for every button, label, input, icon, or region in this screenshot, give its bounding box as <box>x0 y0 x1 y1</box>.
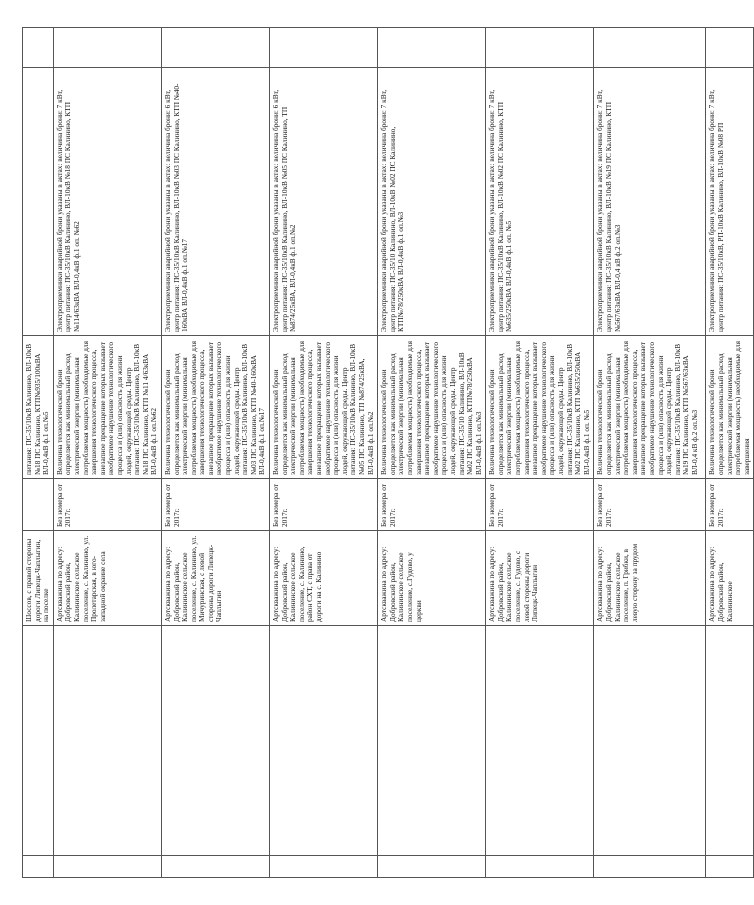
cell-address: Артскважина по адресу: Добровский район, Калининское сельское поселение, с. Калинино, ул. Мичуринская, с левой стороны дороги Липецк-Чаплыгин <box>161 531 269 626</box>
cell-address: Артскважина по адресу: Добровский район, Калининское сельское поселение, с.Гудово, у церкви <box>378 531 486 626</box>
cell-name <box>594 626 706 856</box>
cell-justification: Величина технологической брони определяется как минимальный расход электрической энергии (минимальная потребляемая мощность) необходимые для завершения технологического процесса, внезапное прекращение которых вызывает необратимое нарушение технологического процесса и (или) опасность для жизни людей, окружающей среды. Центр питания: ПС-35/10кВ Калинино, ВЛ-10кВ №02 ПС Калинино, КТП №635/250кВА ВЛ-0,4кВ ф.1 оп. №5 <box>486 336 594 479</box>
cell-number: Без номера от 2017г. <box>486 479 594 531</box>
cell-armor: Электроприемники аварийной брони указаны в актах: величина брони: 7 кВт, центр питания: ПС-35/10кВ Калинино, ВЛ-10кВ №18 ПС Калинино, КТП №114/63кВА ВЛ-0,4кВ ф.1 оп. №62 <box>53 68 161 336</box>
cell-address: Артскважина по адресу: Добровский район, Калининское сельское поселение, п. Грибки, в левую сторону за прудом <box>594 531 706 626</box>
cell-blank-left <box>270 856 378 878</box>
cell-blank-left <box>53 856 161 878</box>
cell-number: Без номера от 2017г. <box>594 479 706 531</box>
rotated-table-wrapper <box>22 28 751 878</box>
cell-blank-right <box>486 28 594 68</box>
cell-blank-right <box>161 28 269 68</box>
cell-justification: Величина технологической брони определяется как минимальный расход электрической энергии (минимальная потребляемая мощность) необходимые для завершения технологического процесса, внезапное прекращение которых вызывает необратимое нарушение технологического процесса и (или) опасность для жизни людей, окружающей среды. Центр питания: ПС-35/10кВ Калинино, ВЛ-10кВ №03 ПС Калинино, КТП №40-160кВА ВЛ-0,4кВ ф.1 оп.№17 <box>161 336 269 479</box>
cell-justification: Величина технологической брони определяется как минимальный расход электрической энергии (минимальная потребляемая мощность) необходимые для завершения <box>706 336 754 479</box>
table-row <box>270 28 378 878</box>
cell-address: Артскважина по адресу: Добровский район, Калининское сельское поселение, с. Калинино, ул. Пролетарская, в юго-западной окраине села <box>53 531 161 626</box>
cell-armor: Электроприемники аварийной брони указаны в актах: величина брони: 7 кВт, центр питания: ПС-35/10кВ, РП-10кВ Калинино, ВЛ-10кВ №08 РП <box>706 68 754 336</box>
cell-justification: Величина технологической брони определяется как минимальный расход электрической энергии (минимальная потребляемая мощность) необходимые для завершения технологического процесса, внезапное прекращение которых вызывает необратимое нарушение технологического процесса и (или) опасность для жизни людей, окружающей среды. Центр питания: ПС-35/10кВ Калинино, ВЛ-10кВ №05 ПС Калинино, ТП №874/25кВА, ВЛ-0,4кВ ф.1 оп.№2 <box>270 336 378 479</box>
cell-blank-right <box>53 28 161 68</box>
cell-armor: Электроприемники аварийной брони указаны в актах: величина брони: 6 кВт, центр питания: ПС-35/10кВ Калинино, ВЛ-10кВ №05 ПС Калинино, ТП №874/25кВА, ВЛ-0,4кВ ф.1 оп.№2 <box>270 68 378 336</box>
cell-number <box>23 479 54 531</box>
cell-address: Артскважина по адресу: Добровский район, Калининское <box>706 531 754 626</box>
cell-justification: питания: ПС-35/10кВ Калинино, ВЛ-10кВ №18 ПС Калинино, КТП№935/100кВА ВЛ-0,4кВ ф.1 оп.№5 <box>23 336 54 479</box>
cell-blank-right <box>23 28 54 68</box>
table-row <box>53 28 161 878</box>
cell-number: Без номера от 2017г. <box>161 479 269 531</box>
cell-armor: Электроприемники аварийной брони указаны в актах: величина брони: 6 кВт, центр питания: ПС-35/10кВ Калинино, ВЛ-10кВ №03 ПС Калинино, КТП №40-160кВА ВЛ-0,4кВ ф.1 оп.№17 <box>161 68 269 336</box>
table-row <box>706 28 754 878</box>
cell-blank-right <box>378 28 486 68</box>
cell-name <box>23 626 54 856</box>
cell-name <box>706 626 754 856</box>
cell-name <box>486 626 594 856</box>
cell-address: Артскважина по адресу: Добровский район, Калининское сельское поселение, с. Гудово, с левой стороны дороги Липецк-Чаплыгин <box>486 531 594 626</box>
cell-blank-right <box>270 28 378 68</box>
cell-justification: Величина технологической брони определяется как минимальный расход электрической энергии (минимальная потребляемая мощность) необходимые для завершения технологического процесса, внезапное прекращение которых вызывает необратимое нарушение технологического процесса и (или) опасность для жизни людей, окружающей среды. Центр питания: ПС-35/10 Калинино, ВЛ-10кВ №02 ПС Калинино, КТП№78/250кВА ВЛ-0,4кВ ф.1 оп.№3 <box>378 336 486 479</box>
cell-name <box>378 626 486 856</box>
cell-armor: Электроприемники аварийной брони указаны в актах: величина брони: 7 кВт, центр питания: ПС-35/10кВ Калинино, ВЛ-10кВ №19 ПС Калинино, КТП №567/63кВА ВЛ-0,4 кВ ф.2 оп.№3 <box>594 68 706 336</box>
cell-justification: Величина технологической брони определяется как минимальный расход электрической энергии (минимальная потребляемая мощность) необходимые для завершения технологического процесса, внезапное прекращение которых вызывает необратимое нарушение технологического процесса и (или) опасность для жизни людей, окружающей среды. Центр питания: ПС-35/10кВ Калинино, ВЛ-10кВ №19 ПС Калинино, КТП №567/63кВА ВЛ-0,4 кВ ф.2 оп.№3 <box>594 336 706 479</box>
cell-blank-right <box>706 28 754 68</box>
cell-blank-left <box>594 856 706 878</box>
cell-name <box>270 626 378 856</box>
table-row <box>486 28 594 878</box>
cell-number: Без номера от 2017г. <box>270 479 378 531</box>
cell-blank-left <box>378 856 486 878</box>
table-row <box>594 28 706 878</box>
reservation-table <box>22 27 754 878</box>
cell-number: Без номера от 2017г. <box>378 479 486 531</box>
cell-name <box>161 626 269 856</box>
cell-armor: Электроприемники аварийной брони указаны в актах: величина брони: 7 кВт, центр питания: ПС-35/10кВ Калинино, ВЛ-10кВ №02 ПС Калинино, КТП №635/250кВА ВЛ-0,4кВ ф.1 оп. №5 <box>486 68 594 336</box>
cell-name <box>53 626 161 856</box>
cell-number: Без номера от 2017г. <box>706 479 754 531</box>
cell-blank-left <box>161 856 269 878</box>
cell-number: Без номера от 2017г. <box>53 479 161 531</box>
cell-armor <box>23 68 54 336</box>
cell-address: Артскважина по адресу: Добровский район, Калининское сельское поселение, с. Калинино, район СХТ, с права от дороги на с. Калинино <box>270 531 378 626</box>
cell-blank-left <box>486 856 594 878</box>
cell-justification: Величина технологической брони определяется как минимальный расход электрической энергии (минимальная потребляемая мощность) необходимые для завершения технологического процесса, внезапное прекращение которых вызывает необратимое нарушение технологического процесса и (или) опасность для жизни людей, окружающей среды. Центр питания: ПС-35/10кВ Калинино, ВЛ-10кВ №18 ПС Калинино, КТП №11 4/63кВА ВЛ-0,4кВ ф.1 оп.№62 <box>53 336 161 479</box>
cell-blank-right <box>594 28 706 68</box>
table-row <box>161 28 269 878</box>
table-row <box>23 28 54 878</box>
cell-blank-left <box>23 856 54 878</box>
table-row <box>378 28 486 878</box>
cell-blank-left <box>706 856 754 878</box>
cell-address: Шоссов, с правой стороны дороги Липецк-Чаплыгин, на поселке <box>23 531 54 626</box>
cell-armor: Электроприемники аварийной брони указаны в актах: величина брони: 7 кВт, центр питания: ПС-35/10 Калинино, ВЛ-10кВ №02 ПС Калинино, КТП№78/250кВА ВЛ-0,4кВ ф.1 оп.№3 <box>378 68 486 336</box>
